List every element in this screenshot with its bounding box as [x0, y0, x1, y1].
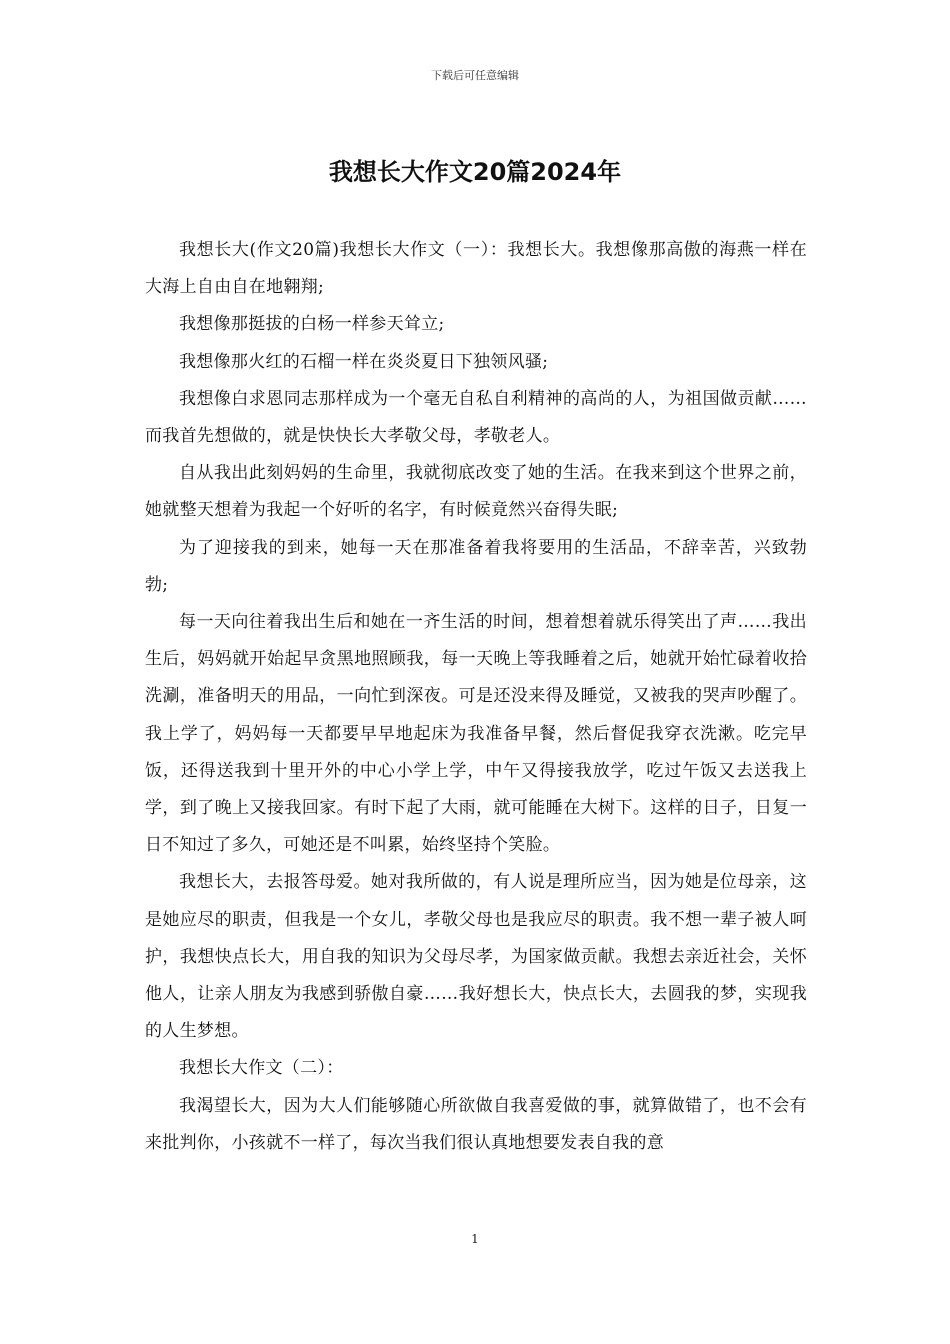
- paragraph: 自从我出此刻妈妈的生命里，我就彻底改变了她的生活。在我来到这个世界之前，她就整天想着为我起一个好听的名字，有时候竟然兴奋得失眠;: [145, 463, 807, 521]
- document-title: 我想长大作文20篇2024年: [328, 158, 622, 186]
- section-heading: 我想长大作文（二）：: [179, 1058, 344, 1079]
- document-body: [145, 232, 807, 1162]
- paragraph: 为了迎接我的到来，她每一天在那准备着我将要用的生活品，不辞幸苦，兴致勃勃;: [145, 537, 807, 595]
- paragraph: 我想像那火红的石榴一样在炎炎夏日下独领风骚;: [179, 351, 549, 372]
- paragraph: 我渴望长大，因为大人们能够随心所欲做自我喜爱做的事，就算做错了，也不会有来批判你，小孩就不一样了，每次当我们很认真地想要发表自我的意: [145, 1095, 807, 1153]
- paragraph: 我想像那挺拔的白杨一样参天耸立;: [179, 314, 445, 335]
- page-number: 1: [471, 1232, 479, 1246]
- paragraph: 每一天向往着我出生后和她在一齐生活的时间，想着想着就乐得笑出了声……我出生后，妈妈就开始起早贪黑地照顾我，每一天晚上等我睡着之后，她就开始忙碌着收拾洗涮，准备明天的用品，一向忙到深夜。可是还没来得及睡觉，又被我的哭声吵醒了。我上学了，妈妈每一天都要早早地起床为我准备早餐，然后督促我穿衣洗漱。吃完早饭，还得送我到十里开外的中心小学上学，中午又得接我放学，吃过午饭又去送我上学，到了晚上又接我回家。有时下起了大雨，就可能睡在大树下。这样的日子，日复一日不知过了多久，可她还是不叫累，始终坚持个笑脸。: [145, 612, 807, 856]
- paragraph: 我想长大(作文20篇)我想长大作文（一）：我想长大。我想像那高傲的海燕一样在大海上自由自在地翱翔;: [145, 240, 807, 298]
- header-note: 下载后可任意编辑: [431, 69, 519, 82]
- paragraph: 我想长大，去报答母爱。她对我所做的，有人说是理所应当，因为她是位母亲，这是她应尽的职责，但我是一个女儿，孝敬父母也是我应尽的职责。我不想一辈子被人呵护，我想快点长大，用自我的知识为父母尽孝，为国家做贡献。我想去亲近社会，关怀他人，让亲人朋友为我感到骄傲自豪……我好想长大，快点长大，去圆我的梦，实现我的人生梦想。: [145, 872, 807, 1042]
- paragraph: 我想像白求恩同志那样成为一个毫无自私自利精神的高尚的人，为祖国做贡献……而我首先想做的，就是快快长大孝敬父母，孝敬老人。: [145, 388, 807, 447]
